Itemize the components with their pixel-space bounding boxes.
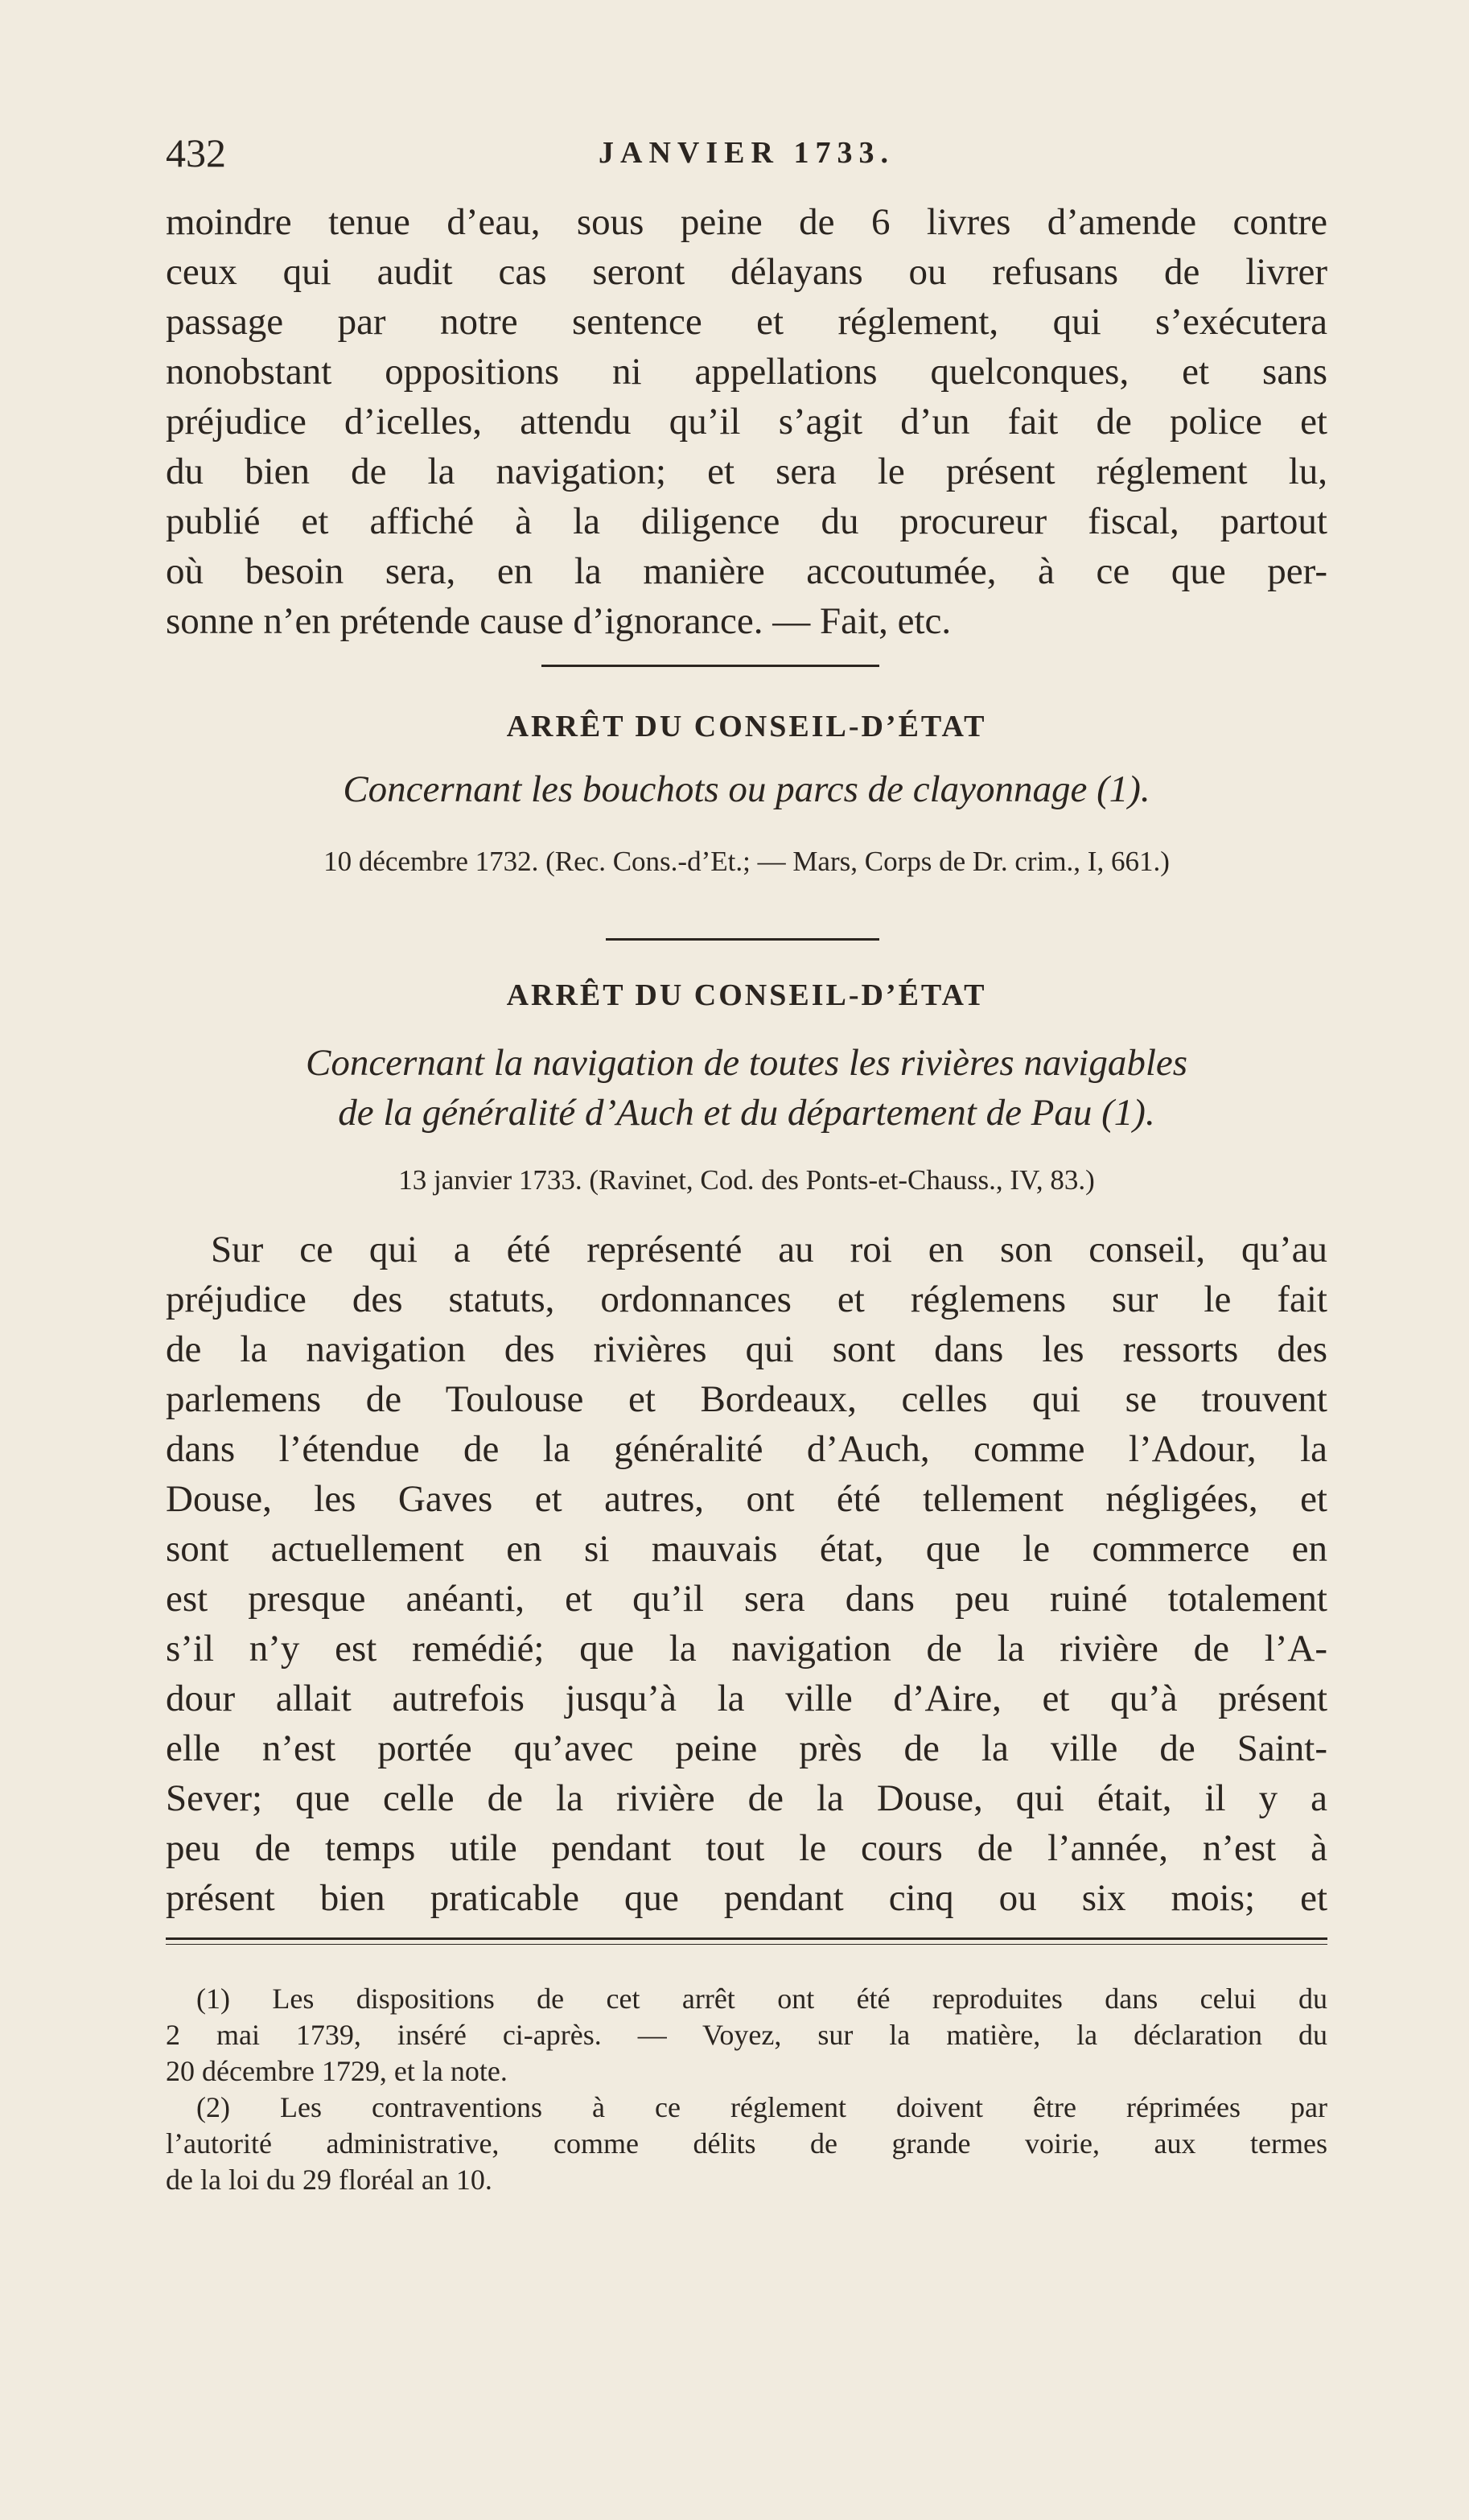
running-head: JANVIER 1733. [599,136,895,170]
text-line: sont actuellement en si mauvais état, que le commerce en [166,1528,1327,1570]
text-line: parlemens de Toulouse et Bordeaux, celles qui se trouvent [166,1378,1327,1420]
continuation-paragraph [166,197,1327,646]
text-line: elle n’est portée qu’avec peine près de la ville de Saint- [166,1727,1327,1769]
text-line: est presque anéanti, et qu’il sera dans peu ruiné totalement [166,1578,1327,1620]
footnote-line: 2 mai 1739, inséré ci-après. — Voyez, sur la matière, la déclaration du [166,2019,1327,2051]
decree-source: 10 décembre 1732. (Rec. Cons.-d’Et.; — Mars, Corps de Dr. crim., I, 661.) [323,846,1170,877]
footnotes [166,1981,1327,2198]
text-line: présent bien praticable que pendant cinq ou six mois; et [166,1877,1327,1919]
decree-source: 13 janvier 1733. (Ravinet, Cod. des Ponts-et-Chauss., IV, 83.) [398,1164,1095,1196]
text-line: préjudice des statuts, ordonnances et réglemens sur le fait [166,1279,1327,1320]
text-line: Sever; que celle de la rivière de la Douse, qui était, il y a [166,1777,1327,1819]
text-line: sonne n’en prétende cause d’ignorance. — Fait, etc. [166,600,952,642]
text-line: s’il n’y est remédié; que la navigation de la rivière de l’A- [166,1628,1327,1670]
footnote-rule [166,1937,1327,1940]
text-line: du bien de la navigation; et sera le présent réglement lu, [166,451,1327,492]
text-line: peu de temps utile pendant tout le cours de l’année, n’est à [166,1827,1327,1869]
footnote-line: (1) Les dispositions de cet arrêt ont été reproduites dans celui du [196,1983,1327,2015]
footnote-line: (2) Les contraventions à ce réglement doivent être réprimées par [196,2091,1327,2123]
decree-subject: de la généralité d’Auch et du département de Pau (1). [338,1092,1155,1134]
decree-subject: Concernant les bouchots ou parcs de clayonnage (1). [343,768,1150,810]
footnote-line: 20 décembre 1729, et la note. [166,2055,508,2087]
text-line: passage par notre sentence et réglement, qui s’exécutera [166,301,1327,343]
decree-subject: Concernant la navigation de toutes les rivières navigables [305,1042,1188,1084]
text-line: nonobstant oppositions ni appellations quelconques, et sans [166,351,1327,393]
section-rule [606,938,879,941]
text-line: de la navigation des rivières qui sont dans les ressorts des [166,1328,1327,1370]
section-rule [541,665,879,667]
text-line: Douse, les Gaves et autres, ont été tellement négligées, et [166,1478,1327,1520]
footnote-line: l’autorité administrative, comme délits de grande voirie, aux termes [166,2127,1327,2160]
decree-title: ARRÊT DU CONSEIL-D’ÉTAT [506,978,987,1012]
footnote-1 [166,1981,1327,2090]
decree-title: ARRÊT DU CONSEIL-D’ÉTAT [506,710,987,743]
decree-body [166,1225,1327,1923]
footnote-rule [166,1944,1327,1945]
text-line: ceux qui audit cas seront délayans ou refusans de livrer [166,251,1327,293]
text-line: où besoin sera, en la manière accoutumée, à ce que per- [166,550,1327,592]
page-header [166,121,1327,185]
footnote-2 [166,2090,1327,2198]
text-line: dour allait autrefois jusqu’à la ville d’Aire, et qu’à présent [166,1678,1327,1719]
text-line: préjudice d’icelles, attendu qu’il s’agit d’un fait de police et [166,401,1327,443]
footnote-line: de la loi du 29 floréal an 10. [166,2164,492,2196]
text-line: moindre tenue d’eau, sous peine de 6 livres d’amende contre [166,201,1327,243]
text-line: publié et affiché à la diligence du procureur fiscal, partout [166,500,1327,542]
text-line: dans l’étendue de la généralité d’Auch, comme l’Adour, la [166,1428,1327,1470]
page-number: 432 [166,130,226,175]
text-line: Sur ce qui a été représenté au roi en son conseil, qu’au [211,1229,1327,1270]
